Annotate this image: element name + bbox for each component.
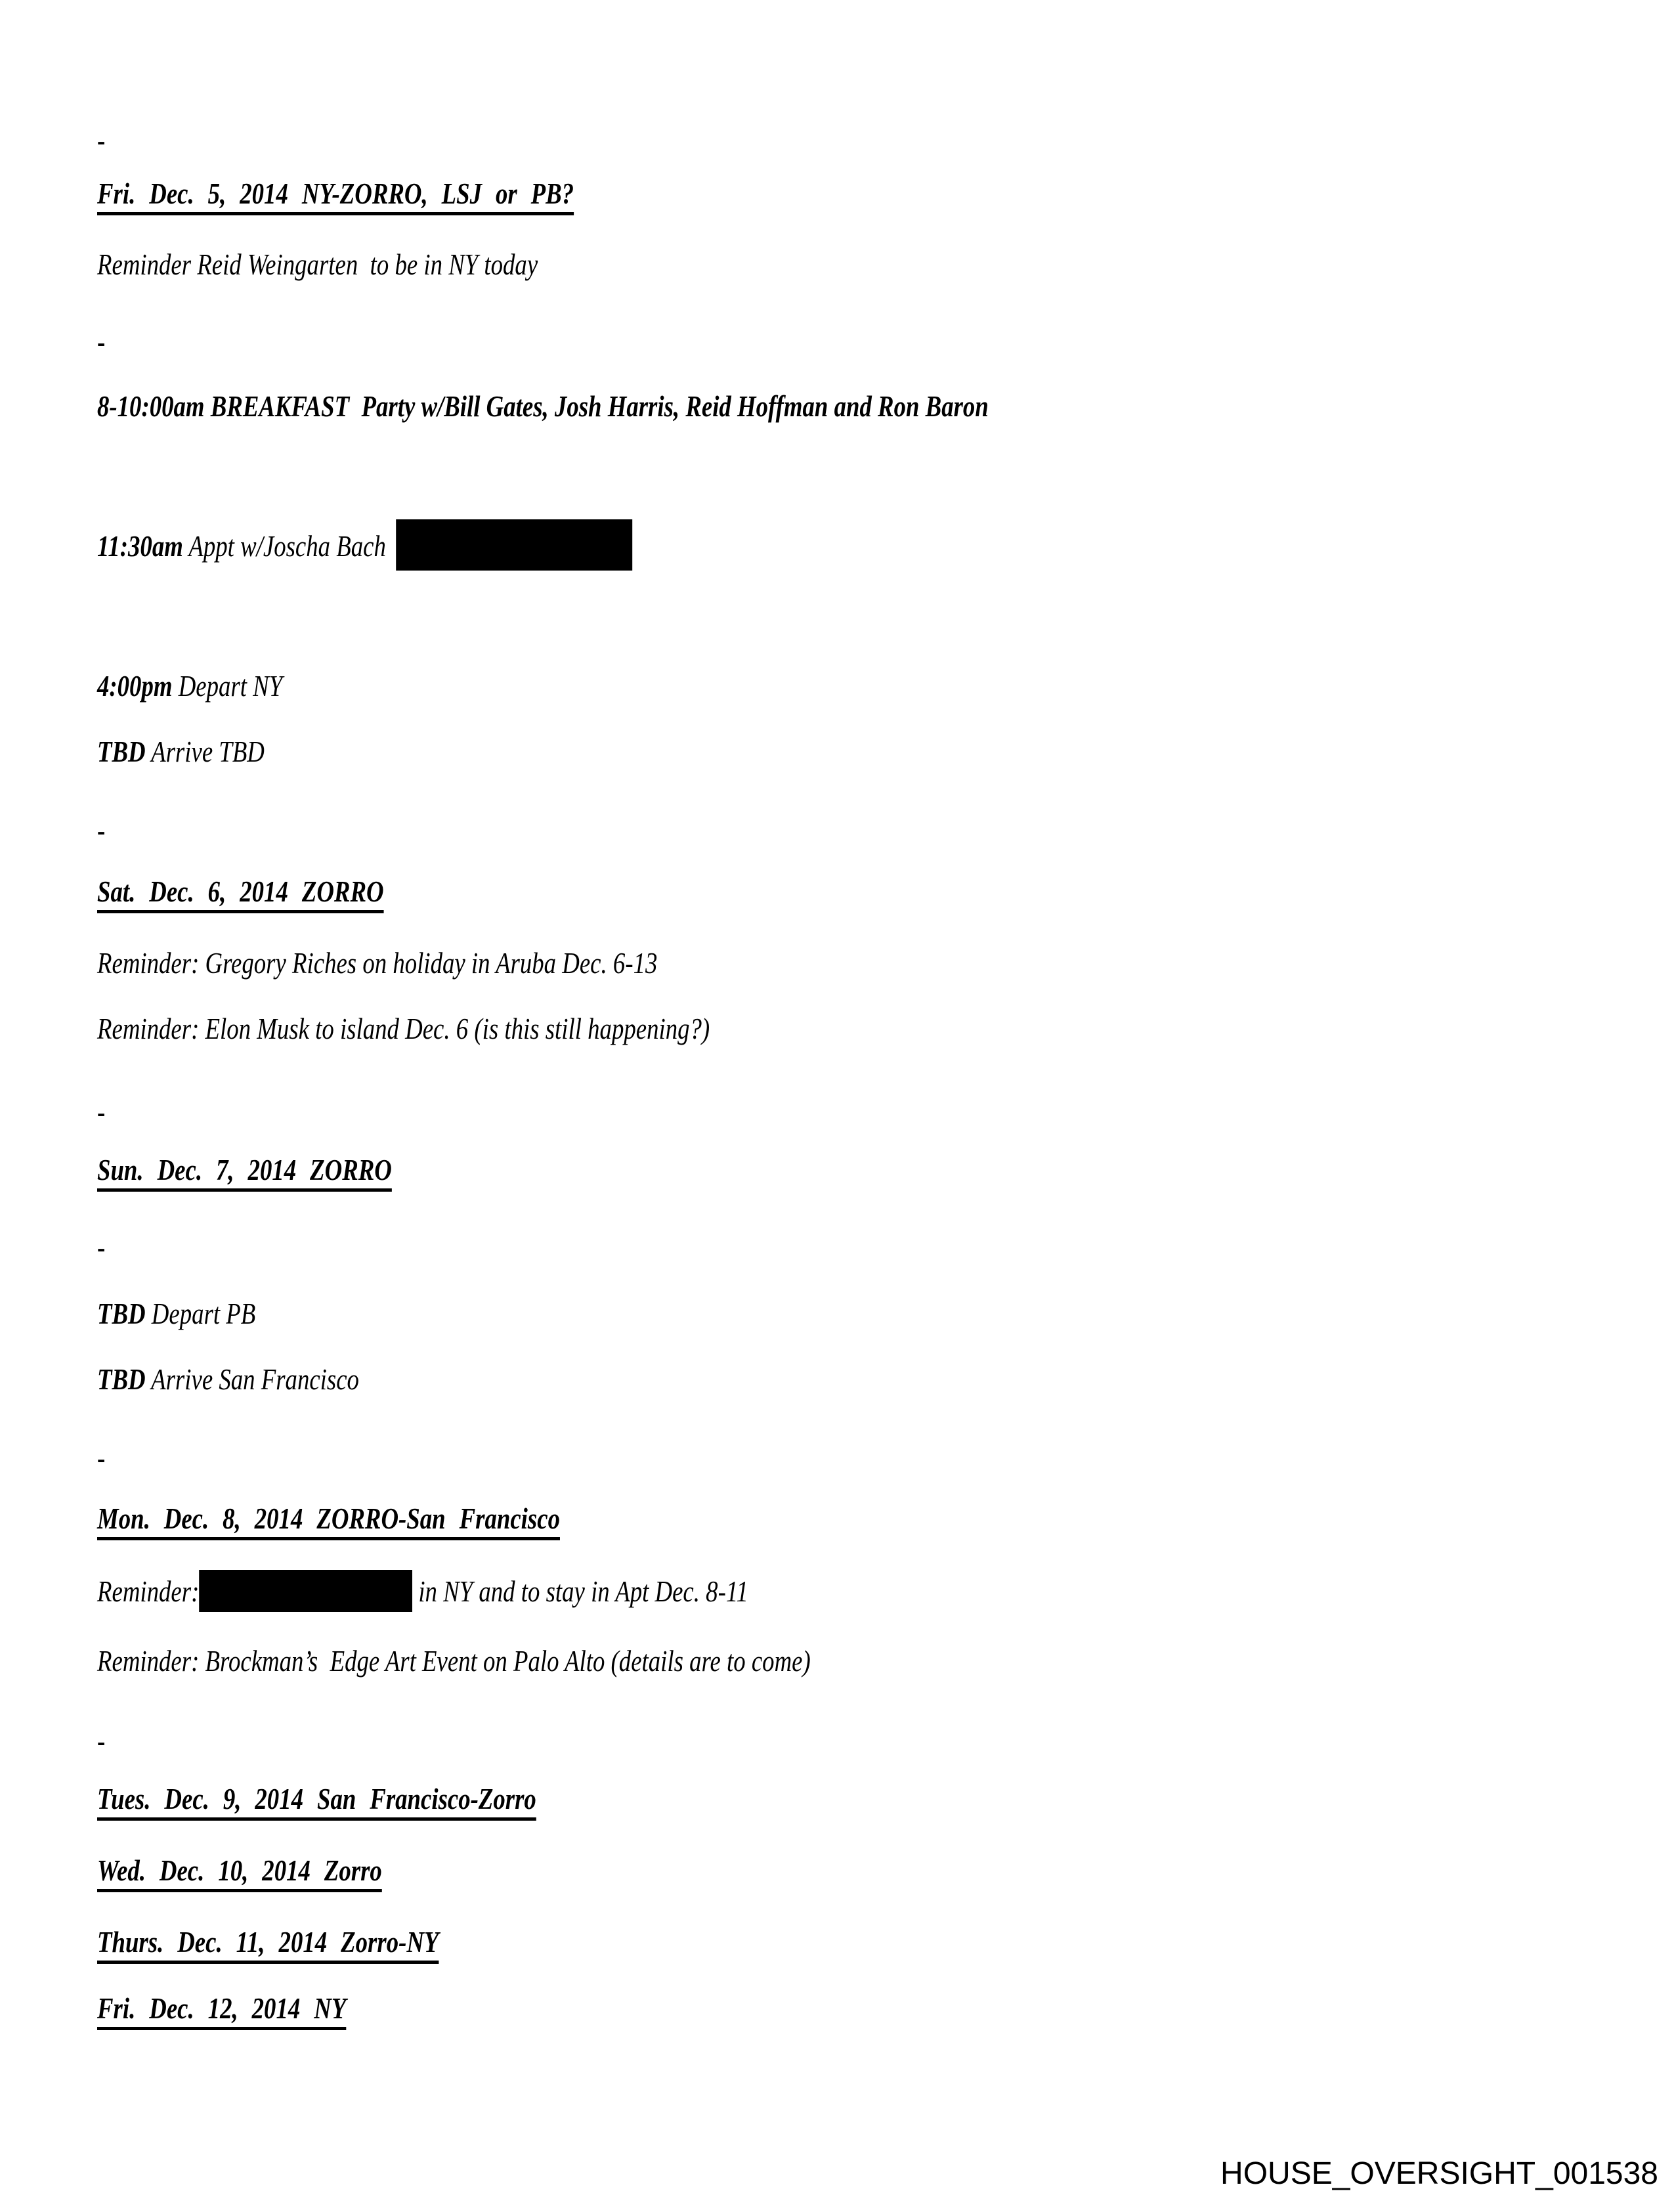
event-breakfast-party <box>97 387 1635 426</box>
day-heading-dec-8 <box>97 1499 1635 1538</box>
day-heading-text: Fri. Dec. 12, 2014 NY <box>97 1991 347 2025</box>
day-heading-text: Wed. Dec. 10, 2014 Zorro <box>97 1854 382 1887</box>
separator-dash <box>97 121 1635 160</box>
event-text: Appt w/Joscha Bach <box>182 529 393 563</box>
reminder-text: Reminder Reid Weingarten to be in NY today <box>97 248 538 281</box>
separator-text: - <box>97 325 106 358</box>
separator-dash <box>97 1093 1635 1132</box>
event-time: 11:30am <box>97 529 183 563</box>
reminder-reid-weingarten <box>97 245 1635 284</box>
event-time: 4:00pm <box>97 669 173 703</box>
event-text: 8-10:00am BREAKFAST Party w/Bill Gates, Josh Harris, Reid Hoffman and Ron Baron <box>97 389 989 423</box>
event-depart-ny <box>97 666 1635 706</box>
reminder-prefix: Reminder: <box>97 1574 200 1608</box>
day-heading-text: Fri. Dec. 5, 2014 NY-ZORRO, LSJ or PB? <box>97 177 574 210</box>
event-time: TBD <box>97 1362 146 1396</box>
reminder-text: Reminder: Elon Musk to island Dec. 6 (is this still happening?) <box>97 1012 710 1045</box>
day-heading-text: Thurs. Dec. 11, 2014 Zorro-NY <box>97 1925 439 1959</box>
event-text: Arrive TBD <box>145 735 265 768</box>
event-joscha-bach <box>97 519 1635 571</box>
reminder-text: in NY and to stay in Apt Dec. 8-11 <box>412 1574 748 1608</box>
reminder-elon-musk <box>97 1009 1635 1049</box>
reminder-gregory-riches <box>97 943 1635 983</box>
event-time: TBD <box>97 735 146 768</box>
day-heading-dec-6 <box>97 872 1635 911</box>
separator-text: - <box>97 1095 106 1129</box>
day-heading-dec-5 <box>97 174 1635 213</box>
event-text: Arrive San Francisco <box>145 1362 359 1396</box>
separator-text: - <box>97 1230 106 1264</box>
event-depart-pb <box>97 1294 1635 1334</box>
separator-dash <box>97 811 1635 850</box>
separator-dash <box>97 322 1635 362</box>
reminder-brockman-edge-art <box>97 1641 1635 1681</box>
separator-dash <box>97 1722 1635 1761</box>
day-heading-text: Sun. Dec. 7, 2014 ZORRO <box>97 1153 392 1186</box>
reminder-redacted-ny-apt <box>97 1570 1635 1612</box>
reminder-text: Reminder: Gregory Riches on holiday in Aruba Dec. 6-13 <box>97 946 658 980</box>
separator-text: - <box>97 1724 106 1758</box>
reminder-text: Reminder: Brockman’s Edge Art Event on Palo Alto (details are to come) <box>97 1644 811 1678</box>
day-heading-text: Mon. Dec. 8, 2014 ZORRO-San Francisco <box>97 1502 560 1535</box>
redaction-box <box>199 1570 412 1612</box>
bates-number: HOUSE_OVERSIGHT_001538 <box>1220 2156 1658 2191</box>
schedule-body <box>97 121 1635 2028</box>
day-heading-text: Tues. Dec. 9, 2014 San Francisco-Zorro <box>97 1782 536 1815</box>
event-arrive-tbd <box>97 732 1635 771</box>
day-heading-dec-10 <box>97 1851 1635 1890</box>
separator-text: - <box>97 1441 106 1475</box>
separator-text: - <box>97 123 106 157</box>
separator-dash <box>97 1439 1635 1478</box>
day-heading-dec-7 <box>97 1150 1635 1190</box>
day-heading-dec-12 <box>97 1989 1635 2028</box>
day-heading-text: Sat. Dec. 6, 2014 ZORRO <box>97 875 384 908</box>
event-time: TBD <box>97 1297 146 1330</box>
event-text: Depart NY <box>172 669 283 703</box>
event-text: Depart PB <box>145 1297 256 1330</box>
redaction-box <box>396 519 632 571</box>
day-heading-dec-9 <box>97 1779 1635 1819</box>
event-arrive-san-francisco <box>97 1360 1635 1399</box>
day-heading-dec-11 <box>97 1922 1635 1962</box>
separator-dash <box>97 1228 1635 1267</box>
separator-text: - <box>97 813 106 847</box>
